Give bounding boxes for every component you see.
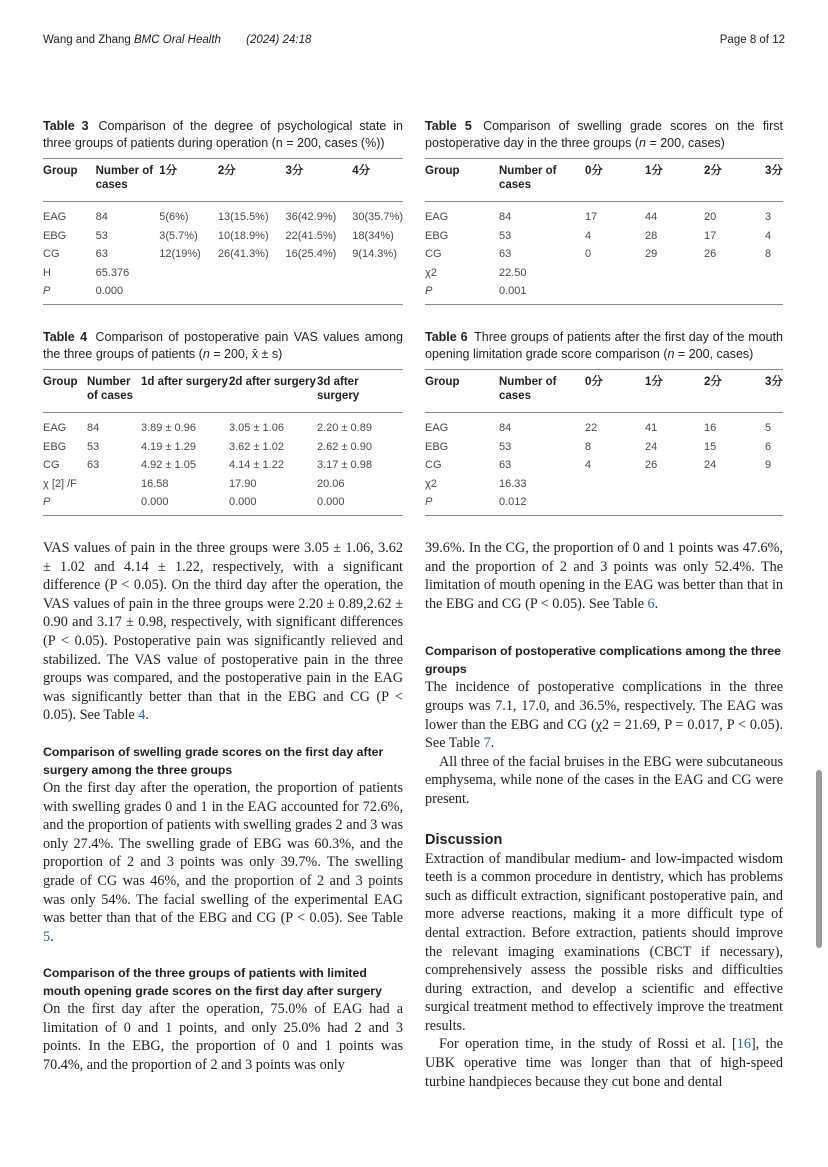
table-4-link[interactable]: 4: [138, 707, 146, 724]
table-cell: 5(6%): [159, 211, 189, 224]
table-header-cell: 3d after surgery: [317, 370, 403, 413]
table-cell: EBG: [43, 229, 67, 242]
running-head: [43, 34, 311, 46]
table-6-link[interactable]: 6: [647, 595, 655, 612]
table-header-cell: 1分: [645, 370, 704, 413]
table-cell: 9: [765, 459, 772, 472]
table-row: [43, 456, 403, 475]
table-cell: 84: [87, 422, 100, 435]
table-row: [43, 282, 403, 304]
table-cell: EAG: [43, 422, 67, 435]
table-row: [425, 264, 783, 283]
table-cell: 16: [704, 422, 717, 435]
table-cell: 53: [95, 229, 108, 242]
table-cell: χ2: [425, 477, 437, 490]
table-cell: 17: [585, 211, 598, 224]
body-paragraph: The incidence of postoperative complications in the three groups was 7.1, 17.0, and 36.5%, respectively. The EAG was lower than the EBG and CG (χ2 = 21.69, P = 0.017, P < 0.05). See Table 7.: [425, 679, 783, 752]
table-header-cell: 4分: [352, 159, 403, 202]
table-5-caption: Table 5 Comparison of swelling grade scores on the first postoperative day in the three groups (n = 200, cases): [425, 119, 783, 150]
table-cell: 44: [645, 211, 658, 224]
table-header-cell: 2分: [218, 159, 286, 202]
table-cell: 16.33: [499, 477, 527, 490]
table-cell: 18(34%): [352, 229, 394, 242]
table-header-cell: 3分: [286, 159, 353, 202]
table-row: [43, 264, 403, 283]
table-cell: P: [43, 282, 96, 304]
table-5-label: Table 5: [425, 119, 472, 133]
table-row: [425, 456, 783, 475]
table-cell: 84: [499, 211, 512, 224]
table-cell: 53: [499, 229, 512, 242]
table-cell: 13(15.5%): [217, 211, 269, 224]
left-column: [43, 539, 403, 1075]
table-cell: 5: [765, 422, 772, 435]
table-cell: 53: [87, 440, 100, 453]
table-cell: 30(35.7%): [352, 211, 403, 224]
table-cell: EBG: [425, 440, 449, 453]
table-cell: 22.50: [499, 266, 527, 279]
table-cell: EAG: [43, 211, 67, 224]
table-cell: 4.19 ± 1.29: [141, 440, 196, 453]
table-6: [425, 329, 783, 516]
table-cell: CG: [425, 459, 442, 472]
table-header-cell: Group: [43, 159, 96, 202]
table-row: [425, 413, 783, 438]
table-cell: 0.000: [317, 493, 403, 515]
table-cell: 16(25.4%): [285, 248, 337, 261]
table-cell: χ [2] /F: [43, 477, 77, 490]
table-row: [425, 475, 783, 494]
table-4: [43, 329, 403, 516]
table-cell: 41: [645, 422, 658, 435]
table-cell: 9(14.3%): [352, 248, 397, 261]
table-7-link[interactable]: 7: [483, 735, 491, 752]
table-header-cell: 1分: [159, 159, 218, 202]
table-cell: 2.20 ± 0.89: [317, 422, 372, 435]
table-cell: 17: [704, 229, 717, 242]
table-header-cell: 2分: [704, 159, 765, 202]
body-paragraph: On the first day after the operation, 75.0% of EAG had a limitation of 0 and 1 points, and only 25.0% had 2 and 3 points. In the EBG, the proportion of 0 and 1 points was 70.4%, and the proportion of 2 and 3 points was only: [43, 1001, 403, 1074]
table-cell: 0.000: [141, 493, 229, 515]
journal-name: BMC Oral Health: [134, 34, 221, 46]
table-row: [425, 282, 783, 304]
table-cell: 0.000: [96, 282, 160, 304]
table-cell: EAG: [425, 211, 449, 224]
table-header-cell: Group: [425, 159, 499, 202]
section-heading-swelling: Comparison of swelling grade scores on the first day after surgery among the three groups: [43, 744, 384, 777]
table-row: [43, 493, 403, 515]
table-cell: 20.06: [317, 477, 345, 490]
table-row: [425, 493, 783, 515]
table-5-grid: [425, 158, 783, 305]
page-header: [43, 34, 785, 50]
table-row: [43, 475, 403, 494]
table-cell: 3.05 ± 1.06: [229, 422, 284, 435]
table-header-cell: 1分: [645, 159, 704, 202]
table-5: [425, 118, 783, 305]
table-cell: 12(19%): [159, 248, 201, 261]
table-header-cell: Number of cases: [499, 159, 585, 202]
table-cell: 3.89 ± 0.96: [141, 422, 196, 435]
authors: Wang and Zhang: [43, 34, 131, 46]
table-cell: χ2: [425, 266, 437, 279]
table-header-cell: 0分: [585, 159, 645, 202]
section-heading-discussion: Discussion: [425, 831, 503, 848]
year-volume: (2024) 24:18: [246, 34, 312, 46]
table-cell: H: [43, 266, 51, 279]
table-cell: CG: [425, 248, 442, 261]
table-cell: 6: [765, 440, 772, 453]
table-cell: EBG: [43, 440, 67, 453]
page-number: Page 8 of 12: [719, 34, 785, 46]
scrollbar-thumb[interactable]: [816, 770, 822, 948]
table-header-cell: 0分: [585, 370, 645, 413]
table-header-cell: 1d after surgery: [141, 370, 229, 413]
table-cell: 65.376: [95, 266, 130, 279]
table-row: [43, 438, 403, 457]
table-row: [425, 202, 783, 227]
table-header-cell: 3分: [765, 159, 783, 202]
body-paragraph: All three of the facial bruises in the EBG were subcutaneous emphysema, while none of the cases in the EAG and CG were present.: [425, 753, 783, 807]
table-cell: 0: [585, 248, 592, 261]
table-cell: 28: [645, 229, 658, 242]
table-cell: P: [425, 282, 499, 304]
body-paragraph: Extraction of mandibular medium- and low-impacted wisdom teeth is a common procedure in dentistry, which has problems such as difficult extraction, significant postoperative pain, and more adverse reactions, making it a more difficult type of dental extraction. Before extraction, patients should improve the relevant imaging examinations (CBCT if necessary), comprehensively assess the possible risks and difficulties during extraction, and develop a scientific and effective surgical treatment method to effectively improve the treatment results.: [425, 850, 783, 1034]
table-3-label: Table 3: [43, 119, 89, 133]
table-cell: 8: [585, 440, 592, 453]
table-cell: CG: [43, 248, 60, 261]
table-cell: 26: [704, 248, 717, 261]
table-4-caption: Table 4 Comparison of postoperative pain VAS values among the three groups of patients (n = 200, x̄ ± s): [43, 330, 403, 361]
right-column: [425, 539, 783, 1091]
table-row: [43, 413, 403, 438]
table-cell: 17.90: [229, 477, 257, 490]
table-row: [425, 438, 783, 457]
table-header-cell: Number of cases: [96, 159, 160, 202]
table-cell: 4: [585, 229, 592, 242]
table-cell: 29: [645, 248, 658, 261]
table-header-cell: Number of cases: [87, 370, 141, 413]
section-heading-complications: Comparison of postoperative complications among the three groups: [425, 644, 781, 677]
body-paragraph: 39.6%. In the CG, the proportion of 0 and 1 points was 47.6%, and the proportion of 2 and 3 points was only 52.4%. The limitation of mouth opening in the EAG was better than that in the EBG and CG (P < 0.05). See Table 6.: [425, 540, 783, 612]
table-header-cell: Group: [425, 370, 499, 413]
table-5-link[interactable]: 5: [43, 928, 51, 945]
table-header-cell: 2分: [704, 370, 765, 413]
table-cell: 24: [704, 459, 717, 472]
table-row: [43, 245, 403, 264]
body-paragraph: On the first day after the operation, the proportion of patients with swelling grades 0 and 1 in the EAG accounted for 72.6%, and the proportion of patients with swelling grades 2 and 3 was only 27.4%. The swelling grade of EBG was 60.3%, and the proportion of 2 and 3 points was only 39.7%. The swelling grade of CG was 46%, and the proportion of 2 and 3 points was only 54%. The facial swelling of the experimental EAG was better than that of the EBG and CG (P < 0.05). See Table 5.: [43, 779, 403, 945]
table-cell: P: [43, 493, 87, 515]
table-cell: 16.58: [141, 477, 169, 490]
table-3-caption-text: Comparison of the degree of psychological state in three groups of patients during operation (n = 200, cases (%)): [43, 119, 403, 150]
table-3: [43, 118, 403, 305]
table-cell: 3.62 ± 1.02: [229, 440, 284, 453]
table-cell: 26: [645, 459, 658, 472]
table-cell: 3(5.7%): [159, 229, 198, 242]
table-cell: 63: [499, 248, 512, 261]
section-heading-mouth-opening: Comparison of the three groups of patients with limited mouth opening grade scores on the first day after surgery: [43, 966, 382, 999]
table-6-grid: [425, 369, 783, 516]
body-paragraph: VAS values of pain in the three groups were 3.05 ± 1.06, 3.62 ± 1.02 and 4.14 ± 1.22, respectively, with a significant difference (P < 0.05). On the third day after the operation, the VAS values of pain in the three groups were 2.20 ± 0.89,2.62 ± 0.90 and 3.17 ± 0.98, respectively, with significant differences (P < 0.05). Postoperative pain was significantly relieved and stabilized. The VAS value of postoperative pain in the three groups was compared, and the postoperative pain in the EAG was significantly better than that in the EBG and CG (P < 0.05). See Table 4.: [43, 540, 403, 724]
reference-16-link[interactable]: 16: [736, 1036, 751, 1053]
table-cell: 4: [585, 459, 592, 472]
table-header-cell: 2d after surgery: [229, 370, 317, 413]
table-6-label: Table 6: [425, 330, 468, 344]
table-cell: 63: [499, 459, 512, 472]
table-cell: CG: [43, 459, 60, 472]
table-cell: EAG: [425, 422, 449, 435]
table-cell: 24: [645, 440, 658, 453]
table-cell: 63: [87, 459, 100, 472]
table-3-caption: [43, 118, 403, 151]
table-cell: P: [425, 493, 499, 515]
table-cell: 0.012: [499, 493, 585, 515]
table-cell: 22: [585, 422, 598, 435]
table-cell: 0.000: [229, 493, 317, 515]
table-cell: 15: [704, 440, 717, 453]
table-cell: 84: [499, 422, 512, 435]
table-cell: 4: [765, 229, 772, 242]
table-cell: 3.17 ± 0.98: [317, 459, 372, 472]
table-cell: 4.92 ± 1.05: [141, 459, 196, 472]
table-header-cell: 3分: [765, 370, 783, 413]
table-4-grid: [43, 369, 403, 516]
table-row: [425, 245, 783, 264]
table-4-label: Table 4: [43, 330, 88, 344]
body-paragraph: For operation time, in the study of Rossi et al. [16], the UBK operative time was longer than that of high-speed turbine handpieces because they cut bone and dental: [425, 1036, 783, 1090]
table-cell: 26(41.3%): [217, 248, 269, 261]
table-cell: 10(18.9%): [217, 229, 269, 242]
table-cell: EBG: [425, 229, 449, 242]
table-row: [425, 227, 783, 246]
table-cell: 3: [765, 211, 772, 224]
table-cell: 84: [95, 211, 108, 224]
table-cell: 4.14 ± 1.22: [229, 459, 284, 472]
table-cell: 2.62 ± 0.90: [317, 440, 372, 453]
table-cell: 8: [765, 248, 772, 261]
table-row: [43, 227, 403, 246]
table-cell: 36(42.9%): [285, 211, 337, 224]
table-3-grid: [43, 158, 403, 305]
table-cell: 0.001: [499, 282, 585, 304]
table-cell: 22(41.5%): [285, 229, 337, 242]
table-header-cell: Number of cases: [499, 370, 585, 413]
table-cell: 20: [704, 211, 717, 224]
table-header-cell: Group: [43, 370, 87, 413]
table-6-caption: Table 6 Three groups of patients after the first day of the mouth opening limitation grade score comparison (n = 200, cases): [425, 330, 784, 361]
table-row: [43, 202, 403, 227]
table-cell: 63: [95, 248, 108, 261]
table-cell: 53: [499, 440, 512, 453]
